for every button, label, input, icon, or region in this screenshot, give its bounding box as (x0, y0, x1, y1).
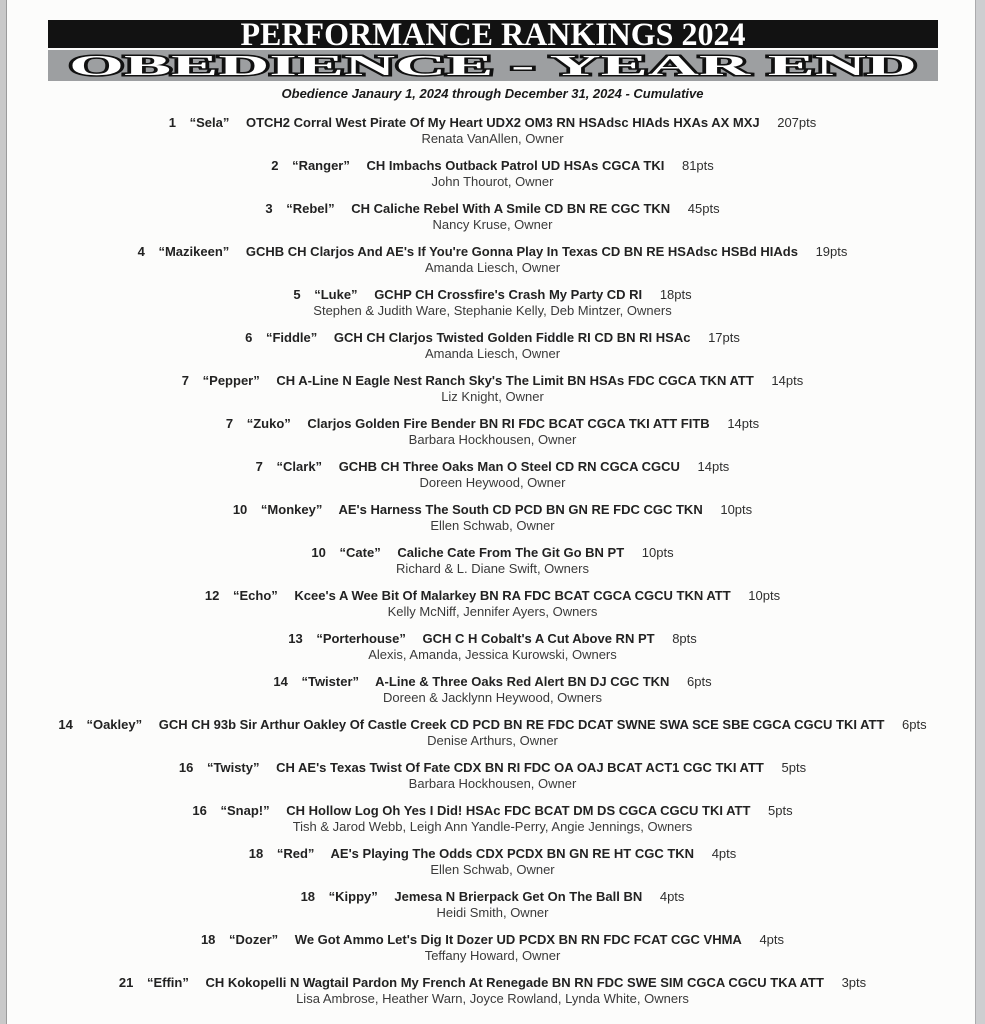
rank-number: 16 (178, 760, 194, 775)
rank-number: 10 (311, 545, 326, 560)
owners-line: Barbara Hockhousen, Owner (408, 776, 577, 791)
dog-titles: Clarjos Golden Fire Bender BN RI FDC BCAT CGCA TKI ATT FITB (307, 416, 710, 431)
rank-number: 5 (293, 287, 301, 302)
entry-title-line (0, 717, 985, 732)
points-value: 14pts (697, 459, 730, 474)
points-value: 81pts (681, 158, 714, 173)
owners-line: Amanda Liesch, Owner (424, 346, 561, 361)
call-name: “Monkey” (260, 502, 323, 517)
call-name: “Kippy” (328, 889, 378, 904)
ranking-entry (0, 244, 985, 275)
dog-titles: CH A-Line N Eagle Nest Ranch Sky's The Limit BN HSAs FDC CGCA TKN ATT (276, 373, 754, 388)
entry-title-line (0, 330, 985, 345)
banner-bar (48, 50, 938, 81)
rank-number: 10 (232, 502, 248, 517)
entry-title-line (0, 115, 985, 130)
entry-title-line (0, 545, 985, 560)
points-value: 4pts (711, 846, 737, 861)
dog-titles: GCHP CH Crossfire's Crash My Party CD RI (374, 287, 643, 302)
owners-line: Tish & Jarod Webb, Leigh Ann Yandle-Perry, Angie Jennings, Owners (292, 819, 693, 834)
entry-title-line (0, 416, 985, 431)
points-value: 6pts (902, 717, 927, 732)
ranking-entry (0, 932, 985, 963)
call-name: “Sela” (189, 115, 230, 130)
ranking-entry (0, 975, 985, 1006)
call-name: “Echo” (233, 588, 278, 603)
owners-line: Alexis, Amanda, Jessica Kurowski, Owners (368, 647, 617, 662)
owners-line: Nancy Kruse, Owner (432, 217, 553, 232)
entry-title-line (0, 158, 985, 173)
owners-line: Stephen & Judith Ware, Stephanie Kelly, Deb Mintzer, Owners (313, 303, 672, 318)
rank-number: 6 (245, 330, 253, 345)
rank-number: 7 (225, 416, 234, 431)
entry-title-line (0, 502, 985, 517)
dog-titles: GCHB CH Clarjos And AE's If You're Gonna Play In Texas CD BN RE HSAdsc HSBd HIAds (245, 244, 798, 259)
ranking-entry (0, 373, 985, 404)
dog-titles: CH Caliche Rebel With A Smile CD BN RE CGC TKN (351, 201, 671, 216)
subtitle: Obedience Janaury 1, 2024 through December 31, 2024 - Cumulative (281, 86, 704, 101)
ranking-entry (0, 502, 985, 533)
call-name: “Cate” (339, 545, 381, 560)
entry-title-line (0, 975, 985, 990)
entry-title-line (0, 760, 985, 775)
rank-number: 7 (255, 459, 263, 474)
dog-titles: CH Kokopelli N Wagtail Pardon My French At Renegade BN RN FDC SWE SIM CGCA CGCU TKA ATT (205, 975, 824, 990)
ranking-entry (0, 287, 985, 318)
ranking-entry (0, 846, 985, 877)
points-value: 14pts (771, 373, 804, 388)
title-bar (48, 20, 938, 48)
owners-line: Lisa Ambrose, Heather Warn, Joyce Rowland, Lynda White, Owners (296, 991, 689, 1006)
points-value: 18pts (659, 287, 692, 302)
call-name: “Clark” (276, 459, 323, 474)
call-name: “Red” (276, 846, 315, 861)
ranking-entry (0, 459, 985, 490)
page-edge-right (975, 0, 985, 1024)
rank-number: 14 (58, 717, 73, 732)
owners-line: Denise Arthurs, Owner (427, 733, 558, 748)
owners-line: Amanda Liesch, Owner (424, 260, 561, 275)
owners-line: Liz Knight, Owner (441, 389, 544, 404)
dog-titles: AE's Harness The South CD PCD BN GN RE FDC CGC TKN (338, 502, 703, 517)
points-value: 5pts (768, 803, 793, 818)
ranking-entry (0, 201, 985, 232)
owners-line: Doreen Heywood, Owner (419, 475, 566, 490)
dog-titles: Kcee's A Wee Bit Of Malarkey BN RA FDC BCAT CGCA CGCU TKN ATT (294, 588, 731, 603)
dog-titles: A-Line & Three Oaks Red Alert BN DJ CGC TKN (375, 674, 670, 689)
ranking-entry (0, 330, 985, 361)
ranking-entry (0, 631, 985, 662)
owners-line: Barbara Hockhousen, Owner (408, 432, 577, 447)
owners-line: Renata VanAllen, Owner (421, 131, 564, 146)
call-name: “Oakley” (86, 717, 143, 732)
page-title: PERFORMANCE RANKINGS 2024 (240, 20, 745, 48)
call-name: “Dozer” (229, 932, 279, 947)
points-value: 207pts (777, 115, 817, 130)
points-value: 19pts (815, 244, 848, 259)
rank-number: 3 (265, 201, 273, 216)
owners-line: Doreen & Jacklynn Heywood, Owners (383, 690, 602, 705)
rank-number: 21 (118, 975, 134, 990)
points-value: 5pts (781, 760, 807, 775)
entry-title-line (0, 373, 985, 388)
rank-number: 16 (192, 803, 207, 818)
ranking-entry (0, 889, 985, 920)
dog-titles: GCH CH Clarjos Twisted Golden Fiddle RI CD BN RI HSAc (333, 330, 691, 345)
owners-line: Ellen Schwab, Owner (430, 862, 555, 877)
owners-line: Heidi Smith, Owner (436, 905, 549, 920)
points-value: 10pts (641, 545, 674, 560)
rank-number: 1 (168, 115, 176, 130)
points-value: 4pts (759, 932, 785, 947)
dog-titles: GCHB CH Three Oaks Man O Steel CD RN CGCA CGCU (338, 459, 680, 474)
rank-number: 18 (300, 889, 316, 904)
points-value: 10pts (720, 502, 753, 517)
owners-line: Ellen Schwab, Owner (430, 518, 555, 533)
dog-titles: OTCH2 Corral West Pirate Of My Heart UDX2 OM3 RN HSAdsc HIAds HXAs AX MXJ (245, 115, 760, 130)
dog-titles: CH AE's Texas Twist Of Fate CDX BN RI FDC OA OAJ BCAT ACT1 CGC TKI ATT (276, 760, 764, 775)
points-value: 17pts (708, 330, 740, 345)
entry-title-line (0, 287, 985, 302)
points-value: 3pts (841, 975, 867, 990)
call-name: “Porterhouse” (316, 631, 406, 646)
call-name: “Twister” (301, 674, 360, 689)
call-name: “Luke” (314, 287, 358, 302)
ranking-entry (0, 115, 985, 146)
dog-titles: CH Hollow Log Oh Yes I Did! HSAc FDC BCAT DM DS CGCA CGCU TKI ATT (286, 803, 751, 818)
banner-title: OBEDIENCE - YEAR END (68, 51, 917, 81)
page-edge-left (0, 0, 7, 1024)
ranking-entry (0, 760, 985, 791)
rank-number: 13 (288, 631, 303, 646)
entry-title-line (0, 674, 985, 689)
entry-title-line (0, 459, 985, 474)
ranking-entry (0, 717, 985, 748)
dog-titles: AE's Playing The Odds CDX PCDX BN GN RE HT CGC TKN (330, 846, 695, 861)
owners-line: Kelly McNiff, Jennifer Ayers, Owners (387, 604, 598, 619)
call-name: “Effin” (146, 975, 189, 990)
ranking-entry (0, 545, 985, 576)
entry-title-line (0, 932, 985, 947)
points-value: 6pts (687, 674, 712, 689)
call-name: “Mazikeen” (158, 244, 230, 259)
call-name: “Rebel” (286, 201, 335, 216)
rank-number: 18 (200, 932, 216, 947)
call-name: “Zuko” (246, 416, 291, 431)
rank-number: 12 (204, 588, 220, 603)
rank-number: 14 (273, 674, 288, 689)
ranking-entry (0, 674, 985, 705)
entry-title-line (0, 631, 985, 646)
ranking-entry (0, 416, 985, 447)
points-value: 4pts (659, 889, 685, 904)
call-name: “Pepper” (202, 373, 260, 388)
dog-titles: Caliche Cate From The Git Go BN PT (397, 545, 625, 560)
ranking-entry (0, 803, 985, 834)
entry-title-line (0, 846, 985, 861)
dog-titles: GCH CH 93b Sir Arthur Oakley Of Castle Creek CD PCD BN RE FDC DCAT SWNE SWA SCE SBE CGCA CGCU TKI ATT (158, 717, 885, 732)
dog-titles: Jemesa N Brierpack Get On The Ball BN (394, 889, 643, 904)
rank-number: 7 (181, 373, 190, 388)
entry-title-line (0, 889, 985, 904)
call-name: “Snap!” (220, 803, 270, 818)
owners-line: Richard & L. Diane Swift, Owners (396, 561, 589, 576)
points-value: 8pts (672, 631, 697, 646)
call-name: “Twisty” (207, 760, 260, 775)
call-name: “Ranger” (292, 158, 350, 173)
entry-title-line (0, 244, 985, 259)
points-value: 14pts (727, 416, 760, 431)
rank-number: 18 (248, 846, 264, 861)
ranking-entry (0, 588, 985, 619)
points-value: 45pts (687, 201, 720, 216)
dog-titles: We Got Ammo Let's Dig It Dozer UD PCDX BN RN FDC FCAT CGC VHMA (294, 932, 742, 947)
entry-title-line (0, 588, 985, 603)
header (0, 0, 985, 102)
rank-number: 4 (137, 244, 145, 259)
rank-number: 2 (271, 158, 279, 173)
points-value: 10pts (748, 588, 781, 603)
entry-title-line (0, 201, 985, 216)
entry-title-line (0, 803, 985, 818)
dog-titles: GCH C H Cobalt's A Cut Above RN PT (422, 631, 655, 646)
owners-line: Teffany Howard, Owner (424, 948, 561, 963)
call-name: “Fiddle” (265, 330, 318, 345)
ranking-entry (0, 158, 985, 189)
owners-line: John Thourot, Owner (431, 174, 554, 189)
rankings-list (0, 115, 985, 1006)
dog-titles: CH Imbachs Outback Patrol UD HSAs CGCA TKI (366, 158, 665, 173)
